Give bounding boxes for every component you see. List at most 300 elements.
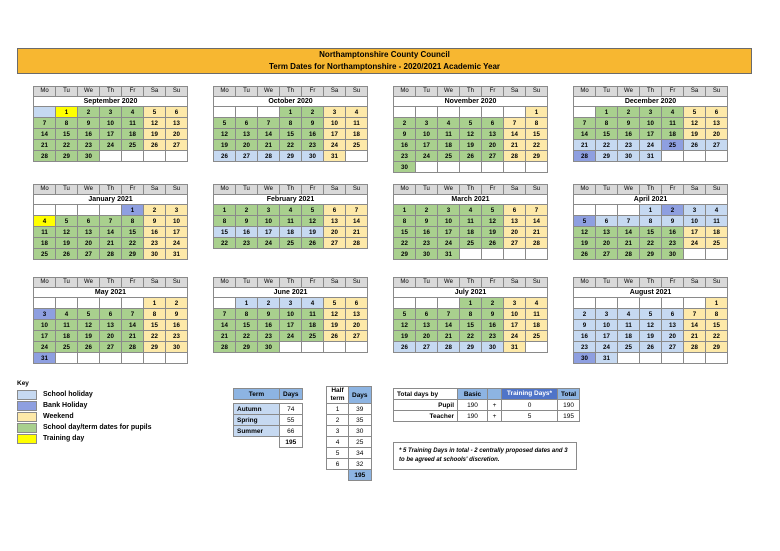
day-cell: 2: [662, 205, 684, 216]
day-cell: 25: [618, 342, 640, 353]
day-cell: 2: [144, 205, 166, 216]
day-cell: 8: [640, 216, 662, 227]
day-cell: 15: [122, 227, 144, 238]
day-cell: [482, 107, 504, 118]
day-cell: 11: [56, 320, 78, 331]
legend-swatch: [17, 390, 37, 400]
day-cell: 6: [504, 205, 526, 216]
day-cell: [618, 353, 640, 364]
teacher-total: 195: [558, 411, 580, 422]
month-calendar: [213, 184, 367, 249]
day-cell: 26: [302, 238, 324, 249]
day-cell: 16: [144, 227, 166, 238]
weekday-header: Fr: [302, 185, 324, 195]
half-term-days: 32: [349, 459, 372, 470]
total-days-table: [393, 388, 580, 422]
day-cell: [144, 151, 166, 162]
day-cell: 5: [324, 298, 346, 309]
weekday-header: Mo: [574, 87, 596, 97]
day-cell: 27: [504, 238, 526, 249]
day-cell: [56, 298, 78, 309]
day-cell: 16: [618, 129, 640, 140]
day-cell: 9: [236, 216, 258, 227]
month-name: February 2021: [214, 195, 368, 205]
day-cell: [416, 162, 438, 173]
legend-item: [17, 389, 152, 400]
day-cell: 3: [324, 107, 346, 118]
day-cell: 24: [438, 238, 460, 249]
day-cell: 8: [144, 309, 166, 320]
day-cell: 25: [460, 238, 482, 249]
legend-swatch: [17, 434, 37, 444]
day-cell: 29: [280, 151, 302, 162]
legend-label: Weekend: [43, 413, 74, 420]
day-cell: 12: [394, 320, 416, 331]
day-cell: 23: [482, 331, 504, 342]
day-cell: 22: [56, 140, 78, 151]
day-cell: [596, 205, 618, 216]
day-cell: 8: [214, 216, 236, 227]
day-cell: 5: [574, 216, 596, 227]
day-cell: 14: [100, 227, 122, 238]
day-cell: 11: [662, 118, 684, 129]
weekday-header: Su: [706, 185, 728, 195]
day-cell: 14: [574, 129, 596, 140]
teacher-training: 5: [502, 411, 558, 422]
day-cell: 21: [34, 140, 56, 151]
day-cell: 15: [394, 227, 416, 238]
term-days: 66: [280, 426, 303, 437]
weekday-header: Sa: [684, 185, 706, 195]
day-cell: 1: [122, 205, 144, 216]
day-cell: 15: [214, 227, 236, 238]
weekday-header: Th: [640, 87, 662, 97]
month-calendar: [33, 277, 187, 364]
day-cell: [280, 342, 302, 353]
day-cell: 14: [438, 320, 460, 331]
day-cell: 8: [394, 216, 416, 227]
day-cell: 4: [438, 118, 460, 129]
day-cell: 15: [526, 129, 548, 140]
day-cell: [144, 353, 166, 364]
day-cell: 17: [596, 331, 618, 342]
day-cell: 27: [416, 342, 438, 353]
pupil-label: Pupil: [394, 400, 458, 411]
month-name: November 2020: [394, 97, 548, 107]
day-cell: 18: [460, 227, 482, 238]
day-cell: [460, 107, 482, 118]
weekday-header: We: [258, 278, 280, 288]
day-cell: 7: [438, 309, 460, 320]
basic-header: Basic: [458, 389, 488, 400]
day-cell: 29: [394, 249, 416, 260]
day-cell: 19: [394, 331, 416, 342]
day-cell: [302, 342, 324, 353]
day-cell: 12: [460, 129, 482, 140]
day-cell: 17: [280, 320, 302, 331]
weekday-header: Sa: [324, 185, 346, 195]
half-term-number: 5: [327, 448, 349, 459]
day-cell: [526, 342, 548, 353]
day-cell: 22: [236, 331, 258, 342]
teacher-basic: 190: [458, 411, 488, 422]
day-cell: 15: [596, 129, 618, 140]
legend-title: Key: [17, 380, 29, 387]
weekday-header: Th: [100, 185, 122, 195]
day-cell: 24: [504, 331, 526, 342]
day-cell: 27: [166, 140, 188, 151]
day-cell: 13: [706, 118, 728, 129]
month-calendar: [393, 184, 547, 260]
month-name: January 2021: [34, 195, 188, 205]
day-cell: 16: [302, 129, 324, 140]
day-cell: 13: [236, 129, 258, 140]
day-cell: 28: [122, 342, 144, 353]
weekday-header: Su: [346, 87, 368, 97]
weekday-header: Su: [346, 185, 368, 195]
half-term-table: [326, 386, 372, 481]
day-cell: 29: [236, 342, 258, 353]
term-name: Spring: [234, 415, 280, 426]
day-cell: 8: [56, 118, 78, 129]
day-cell: 29: [122, 249, 144, 260]
day-cell: 1: [526, 107, 548, 118]
day-cell: 18: [34, 238, 56, 249]
day-cell: 27: [100, 342, 122, 353]
day-cell: 30: [662, 249, 684, 260]
day-cell: 11: [122, 118, 144, 129]
day-cell: [100, 205, 122, 216]
day-cell: 29: [144, 342, 166, 353]
day-cell: 28: [100, 249, 122, 260]
weekday-header: Su: [706, 278, 728, 288]
day-cell: 7: [526, 205, 548, 216]
day-cell: 16: [482, 320, 504, 331]
weekday-header: Th: [280, 278, 302, 288]
day-cell: 16: [78, 129, 100, 140]
day-cell: 10: [596, 320, 618, 331]
weekday-header: Tu: [416, 185, 438, 195]
weekday-header: Mo: [214, 87, 236, 97]
month-calendar: [213, 86, 367, 162]
day-cell: 9: [302, 118, 324, 129]
day-cell: 4: [346, 107, 368, 118]
day-cell: 19: [574, 238, 596, 249]
day-cell: 2: [302, 107, 324, 118]
day-cell: 1: [214, 205, 236, 216]
weekday-header: We: [78, 278, 100, 288]
half-term-total: 195: [349, 470, 372, 481]
day-cell: [394, 107, 416, 118]
day-cell: [662, 298, 684, 309]
teacher-label: Teacher: [394, 411, 458, 422]
weekday-header: Su: [526, 87, 548, 97]
day-cell: 11: [460, 216, 482, 227]
day-cell: 4: [618, 309, 640, 320]
day-cell: 29: [56, 151, 78, 162]
legend-swatch: [17, 401, 37, 411]
day-cell: [482, 162, 504, 173]
day-cell: 11: [706, 216, 728, 227]
day-cell: 17: [100, 129, 122, 140]
day-cell: 7: [504, 118, 526, 129]
weekday-header: Fr: [482, 185, 504, 195]
day-cell: 25: [280, 238, 302, 249]
day-cell: 19: [640, 331, 662, 342]
day-cell: [526, 162, 548, 173]
day-cell: 2: [416, 205, 438, 216]
day-cell: 16: [258, 320, 280, 331]
day-cell: 1: [236, 298, 258, 309]
day-cell: 21: [122, 331, 144, 342]
day-cell: 2: [394, 118, 416, 129]
weekday-header: Th: [460, 278, 482, 288]
day-cell: 8: [122, 216, 144, 227]
day-cell: 19: [78, 331, 100, 342]
day-cell: 12: [56, 227, 78, 238]
day-cell: [34, 298, 56, 309]
weekday-header: Sa: [324, 278, 346, 288]
day-cell: 24: [596, 342, 618, 353]
weekday-header: Mo: [394, 185, 416, 195]
day-cell: 25: [56, 342, 78, 353]
half-term-days: 35: [349, 415, 372, 426]
day-cell: 24: [34, 342, 56, 353]
day-cell: 10: [640, 118, 662, 129]
day-cell: 18: [56, 331, 78, 342]
weekday-header: Sa: [684, 278, 706, 288]
day-cell: 12: [78, 320, 100, 331]
day-cell: [100, 353, 122, 364]
day-cell: 20: [706, 129, 728, 140]
day-cell: 1: [640, 205, 662, 216]
day-cell: 22: [394, 238, 416, 249]
day-cell: 14: [526, 216, 548, 227]
day-cell: 4: [706, 205, 728, 216]
day-cell: 14: [214, 320, 236, 331]
weekday-header: Tu: [236, 278, 258, 288]
day-cell: 18: [618, 331, 640, 342]
weekday-header: Sa: [144, 185, 166, 195]
day-cell: 14: [684, 320, 706, 331]
day-cell: 9: [416, 216, 438, 227]
day-cell: 27: [706, 140, 728, 151]
day-cell: 25: [302, 331, 324, 342]
day-cell: 6: [324, 205, 346, 216]
day-cell: 15: [706, 320, 728, 331]
weekday-header: We: [258, 185, 280, 195]
day-cell: 30: [144, 249, 166, 260]
month-calendar: [573, 184, 727, 260]
day-cell: [100, 151, 122, 162]
month-name: April 2021: [574, 195, 728, 205]
term-header: Term: [234, 389, 280, 400]
day-cell: 7: [618, 216, 640, 227]
day-cell: 28: [346, 238, 368, 249]
day-cell: [346, 151, 368, 162]
day-cell: 25: [706, 238, 728, 249]
day-cell: 2: [258, 298, 280, 309]
day-cell: 17: [684, 227, 706, 238]
day-cell: [596, 298, 618, 309]
day-cell: 24: [258, 238, 280, 249]
day-cell: 5: [78, 309, 100, 320]
day-cell: 7: [574, 118, 596, 129]
day-cell: 19: [56, 238, 78, 249]
day-cell: 6: [416, 309, 438, 320]
legend-label: School day/term dates for pupils: [43, 424, 152, 431]
weekday-header: Su: [526, 185, 548, 195]
weekday-header: Sa: [144, 87, 166, 97]
day-cell: [504, 107, 526, 118]
weekday-header: We: [78, 185, 100, 195]
weekday-header: Fr: [302, 278, 324, 288]
day-cell: [706, 353, 728, 364]
day-cell: [460, 249, 482, 260]
weekday-header: Fr: [662, 185, 684, 195]
day-cell: 3: [100, 107, 122, 118]
day-cell: 31: [438, 249, 460, 260]
plus-header: [488, 389, 502, 400]
day-cell: 21: [438, 331, 460, 342]
day-cell: 17: [166, 227, 188, 238]
day-cell: 28: [214, 342, 236, 353]
day-cell: 13: [346, 309, 368, 320]
day-cell: 2: [78, 107, 100, 118]
day-cell: 28: [258, 151, 280, 162]
day-cell: 6: [236, 118, 258, 129]
day-cell: 14: [504, 129, 526, 140]
day-cell: 30: [302, 151, 324, 162]
day-cell: 8: [526, 118, 548, 129]
weekday-header: Tu: [596, 278, 618, 288]
day-cell: 9: [662, 216, 684, 227]
weekday-header: Sa: [504, 278, 526, 288]
day-cell: 18: [302, 320, 324, 331]
day-cell: 8: [280, 118, 302, 129]
org-title: Northamptonshire County Council: [319, 50, 450, 59]
term-days: 55: [280, 415, 303, 426]
day-cell: 10: [416, 129, 438, 140]
day-cell: 31: [34, 353, 56, 364]
day-cell: 21: [574, 140, 596, 151]
day-cell: 9: [258, 309, 280, 320]
day-cell: 13: [324, 216, 346, 227]
day-cell: 3: [438, 205, 460, 216]
day-cell: 29: [460, 342, 482, 353]
day-cell: 19: [684, 129, 706, 140]
day-cell: 14: [258, 129, 280, 140]
month-name: September 2020: [34, 97, 188, 107]
day-cell: 15: [56, 129, 78, 140]
day-cell: [166, 353, 188, 364]
half-term-number: 4: [327, 437, 349, 448]
term-days-header: Days: [280, 389, 303, 400]
half-term-number: 6: [327, 459, 349, 470]
month-calendar: [573, 277, 727, 364]
day-cell: 14: [618, 227, 640, 238]
weekday-header: Th: [280, 87, 302, 97]
day-cell: [416, 107, 438, 118]
legend-label: School holiday: [43, 391, 93, 398]
day-cell: 25: [346, 140, 368, 151]
weekday-header: Sa: [504, 185, 526, 195]
day-cell: 28: [684, 342, 706, 353]
day-cell: 11: [618, 320, 640, 331]
day-cell: 8: [596, 118, 618, 129]
day-cell: 22: [460, 331, 482, 342]
day-cell: 3: [640, 107, 662, 118]
day-cell: 9: [482, 309, 504, 320]
day-cell: 13: [416, 320, 438, 331]
weekday-header: Su: [526, 278, 548, 288]
day-cell: [34, 107, 56, 118]
day-cell: 21: [504, 140, 526, 151]
day-cell: 18: [280, 227, 302, 238]
weekday-header: Su: [166, 278, 188, 288]
day-cell: 29: [706, 342, 728, 353]
day-cell: 9: [144, 216, 166, 227]
day-cell: 10: [100, 118, 122, 129]
day-cell: 31: [504, 342, 526, 353]
day-cell: 19: [214, 140, 236, 151]
day-cell: 24: [280, 331, 302, 342]
day-cell: 6: [706, 107, 728, 118]
term-days: 74: [280, 404, 303, 415]
day-cell: [662, 151, 684, 162]
day-cell: 4: [662, 107, 684, 118]
day-cell: [214, 107, 236, 118]
day-cell: 25: [526, 331, 548, 342]
total-by-header: Total days by: [394, 389, 458, 400]
day-cell: 26: [78, 342, 100, 353]
month-name: December 2020: [574, 97, 728, 107]
legend-item: [17, 400, 152, 411]
weekday-header: Mo: [34, 87, 56, 97]
day-cell: 29: [596, 151, 618, 162]
legend-swatch: [17, 423, 37, 433]
total-header: Total: [558, 389, 580, 400]
day-cell: 20: [236, 140, 258, 151]
weekday-header: Mo: [214, 278, 236, 288]
month-name: July 2021: [394, 288, 548, 298]
day-cell: 24: [166, 238, 188, 249]
day-cell: 12: [144, 118, 166, 129]
day-cell: [438, 107, 460, 118]
day-cell: 3: [416, 118, 438, 129]
day-cell: 27: [482, 151, 504, 162]
day-cell: 31: [166, 249, 188, 260]
legend: [17, 380, 152, 444]
day-cell: 3: [596, 309, 618, 320]
day-cell: 17: [416, 140, 438, 151]
day-cell: 30: [416, 249, 438, 260]
day-cell: 21: [346, 227, 368, 238]
plus-sign: +: [488, 400, 502, 411]
day-cell: 2: [166, 298, 188, 309]
weekday-header: Mo: [394, 87, 416, 97]
weekday-header: Su: [706, 87, 728, 97]
weekday-header: Fr: [662, 87, 684, 97]
day-cell: 12: [574, 227, 596, 238]
day-cell: [214, 298, 236, 309]
day-cell: 20: [166, 129, 188, 140]
day-cell: 28: [574, 151, 596, 162]
day-cell: 12: [684, 118, 706, 129]
day-cell: 1: [596, 107, 618, 118]
day-cell: 25: [438, 151, 460, 162]
day-cell: 10: [34, 320, 56, 331]
